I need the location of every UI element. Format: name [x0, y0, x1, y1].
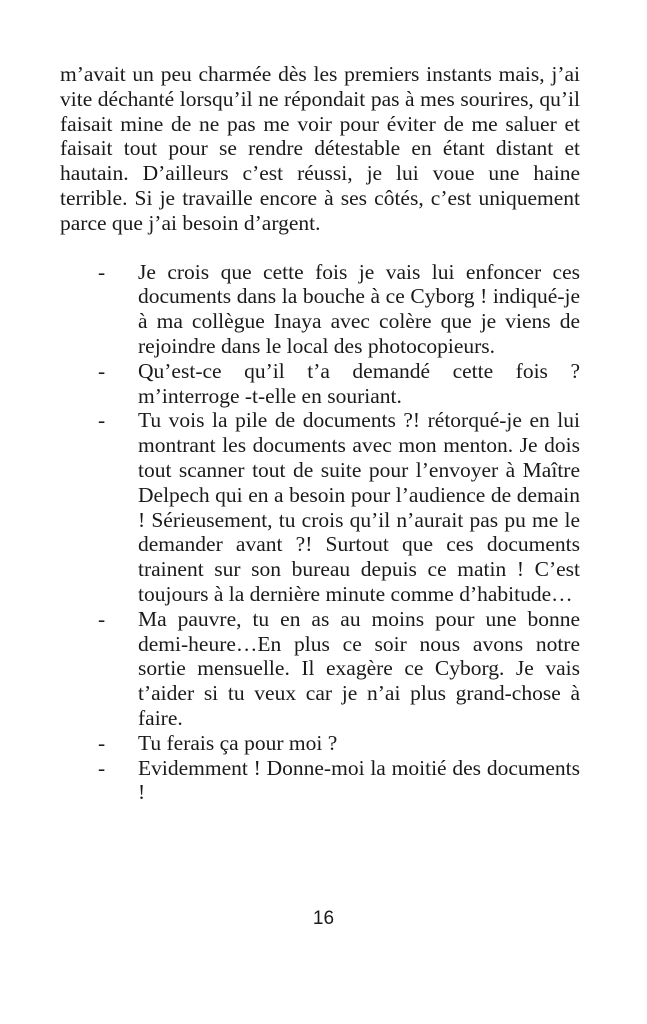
dialogue-line [60, 408, 580, 606]
dialogue-text: Tu vois la pile de documents ?! rétorqué-je en lui montrant les documents avec mon menton. Je dois tout scanner tout de suite pour l’envoyer à Maître Delpech qui en a besoin pour l’audience de demain ! Sérieusement, tu crois qu’il n’aurait pas pu me le demander avant ?! Surtout que ces documents trainent sur son bureau depuis ce matin ! C’est toujours à la dernière minute comme d’habitude… [138, 408, 580, 606]
dialogue-dash: - [98, 606, 106, 631]
dialogue-dash: - [98, 408, 106, 433]
page-body [60, 62, 580, 805]
dialogue-line [60, 260, 580, 359]
page-number: 16 [312, 908, 335, 929]
dialogue-text: Ma pauvre, tu en as au moins pour une bonne demi-heure…En plus ce soir nous avons notre sortie mensuelle. Il exagère ce Cyborg. Je vais t’aider si tu veux car je n’ai plus grand-chose à faire. [138, 606, 580, 730]
dialogue-line [60, 607, 580, 731]
dialogue-text: Je crois que cette fois je vais lui enfoncer ces documents dans la bouche à ce Cyborg ! indiqué-je à ma collègue Inaya avec colère que je viens de rejoindre dans le local des photocopieurs. [138, 259, 580, 358]
dialogue-text: Qu’est-ce qu’il t’a demandé cette fois ? m’interroge -t-elle en souriant. [138, 358, 580, 408]
dialogue-text: Evidemment ! Donne-moi la moitié des documents ! [138, 755, 580, 805]
dialogue-line [60, 756, 580, 806]
dialogue-dash: - [98, 259, 106, 284]
dialogue-list [60, 260, 580, 806]
dialogue-line [60, 359, 580, 409]
body-paragraph: m’avait un peu charmée dès les premiers instants mais, j’ai vite déchanté lorsqu’il ne répondait pas à mes sourires, qu’il faisait mine de ne pas me voir pour éviter de me saluer et faisait tout pour se rendre détestable en étant distant et hautain. D’ailleurs c’est réussi, je lui voue une haine terrible. Si je travaille encore à ses côtés, c’est uniquement parce que j’ai besoin d’argent. [60, 62, 580, 235]
dialogue-dash: - [98, 730, 106, 755]
dialogue-line [60, 731, 580, 756]
dialogue-dash: - [98, 755, 106, 780]
dialogue-text: Tu ferais ça pour moi ? [138, 730, 338, 755]
dialogue-dash: - [98, 358, 106, 383]
